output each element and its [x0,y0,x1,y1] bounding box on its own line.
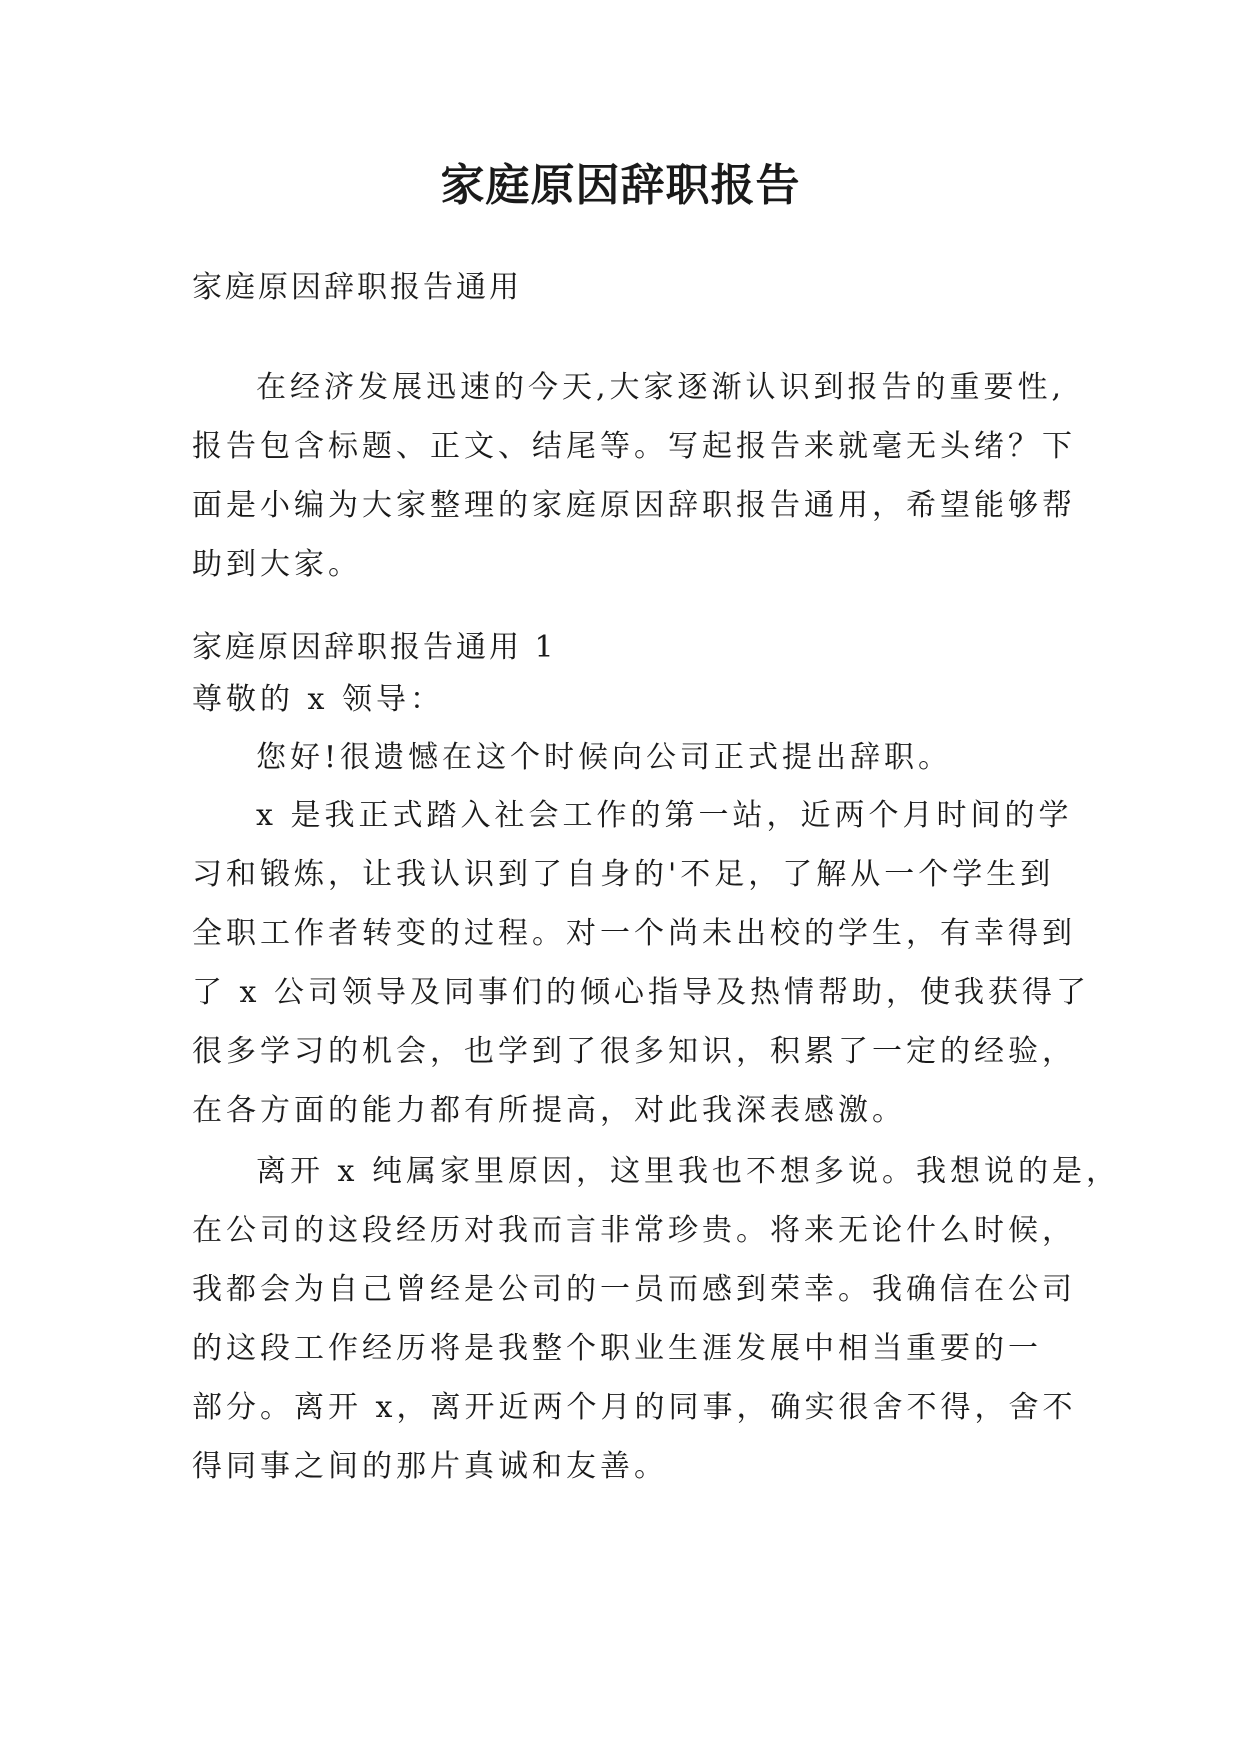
salutation: 尊敬的 x 领导： [192,682,444,717]
section-heading: 家庭原因辞职报告通用 1 [192,630,557,665]
paragraph1-line: x 是我正式踏入社会工作的第一站，近两个月时间的学 [256,798,1073,833]
paragraph1-line: 习和锻炼，让我认识到了自身的'不足，了解从一个学生到 [192,857,1055,892]
document-subtitle: 家庭原因辞职报告通用 [192,270,522,305]
paragraph1-line: 在各方面的能力都有所提高，对此我深表感激。 [192,1093,906,1128]
paragraph2-line: 得同事之间的那片真诚和友善。 [192,1449,668,1484]
paragraph2-line: 的这段工作经历将是我整个职业生涯发展中相当重要的一 [192,1331,1042,1366]
paragraph2-line: 离开 x 纯属家里原因，这里我也不想多说。我想说的是， [256,1154,1120,1189]
intro-line: 面是小编为大家整理的家庭原因辞职报告通用，希望能够帮 [192,488,1076,523]
document-title: 家庭原因辞职报告 [440,160,801,211]
intro-line: 助到大家。 [192,547,362,582]
paragraph1-line: 全职工作者转变的过程。对一个尚未出校的学生，有幸得到 [192,916,1076,951]
intro-line: 报告包含标题、正文、结尾等。写起报告来就毫无头绪？下 [192,429,1076,464]
paragraph2-line: 我都会为自己曾经是公司的一员而感到荣幸。我确信在公司 [192,1272,1076,1307]
paragraph2-line: 在公司的这段经历对我而言非常珍贵。将来无论什么时候， [192,1213,1076,1248]
paragraph1-line: 很多学习的机会，也学到了很多知识，积累了一定的经验， [192,1034,1076,1069]
intro-line: 在经济发展迅速的今天,大家逐渐认识到报告的重要性, [256,370,1066,405]
paragraph1-line: 了 x 公司领导及同事们的倾心指导及热情帮助，使我获得了 [192,975,1090,1010]
paragraph2-line: 部分。离开 x，离开近两个月的同事，确实很舍不得，舍不 [192,1390,1077,1425]
greeting-line: 您好!很遗憾在这个时候向公司正式提出辞职。 [256,740,953,775]
